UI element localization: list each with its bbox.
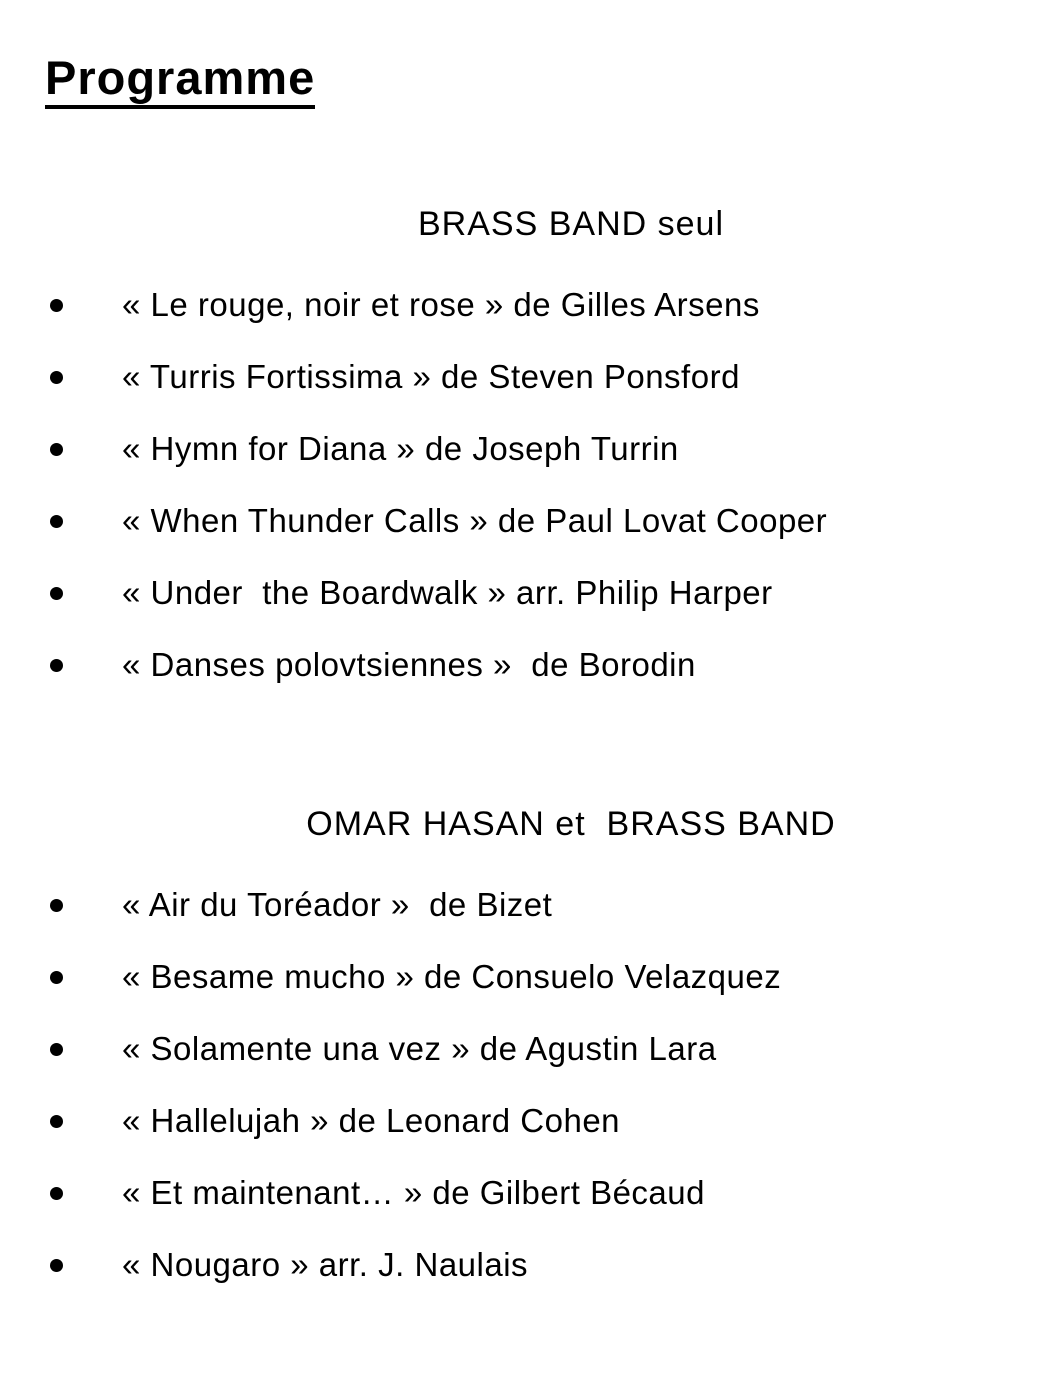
bullet-icon [50, 971, 63, 984]
piece-text: « Air du Toréador » de Bizet [122, 885, 553, 923]
programme-content [122, 202, 1020, 1301]
bullet-icon [50, 1187, 63, 1200]
piece-text: « Besame mucho » de Consuelo Velazquez [122, 957, 782, 995]
bullet-icon [50, 659, 63, 672]
piece-text: « Hymn for Diana » de Joseph Turrin [122, 429, 679, 467]
list-item [122, 1013, 1020, 1085]
piece-text: « Solamente una vez » de Agustin Lara [122, 1029, 717, 1067]
piece-text: « Hallelujah » de Leonard Cohen [122, 1101, 621, 1139]
piece-text: « Danses polovtsiennes » de Borodin [122, 645, 696, 683]
bullet-icon [50, 587, 63, 600]
list-item [122, 629, 1020, 701]
bullet-icon [50, 371, 63, 384]
list-item [122, 1085, 1020, 1157]
list-item [122, 413, 1020, 485]
piece-text: « Et maintenant… » de Gilbert Bécaud [122, 1173, 705, 1211]
bullet-icon [50, 1115, 63, 1128]
bullet-icon [50, 299, 63, 312]
list-item [122, 1157, 1020, 1229]
list-item [122, 557, 1020, 629]
list-item [122, 485, 1020, 557]
piece-text: « When Thunder Calls » de Paul Lovat Cooper [122, 501, 828, 539]
bullet-icon [50, 899, 63, 912]
bullet-icon [50, 515, 63, 528]
section-heading-omar-hasan: OMAR HASAN et BRASS BAND [306, 804, 836, 843]
piece-text: « Turris Fortissima » de Steven Ponsford [122, 357, 740, 395]
piece-text: « Nougaro » arr. J. Naulais [122, 1245, 529, 1283]
list-item [122, 269, 1020, 341]
piece-text: « Under the Boardwalk » arr. Philip Harper [122, 573, 773, 611]
piece-list-brass-band-seul [122, 269, 1020, 701]
list-item [122, 1229, 1020, 1301]
bullet-icon [50, 443, 63, 456]
piece-text: « Le rouge, noir et rose » de Gilles Arsens [122, 285, 760, 323]
page-title: Programme [45, 52, 315, 109]
list-item [122, 869, 1020, 941]
list-item [122, 941, 1020, 1013]
bullet-icon [50, 1259, 63, 1272]
section-heading-brass-band-seul: BRASS BAND seul [418, 204, 724, 243]
list-item [122, 341, 1020, 413]
bullet-icon [50, 1043, 63, 1056]
piece-list-omar-hasan [122, 869, 1020, 1301]
